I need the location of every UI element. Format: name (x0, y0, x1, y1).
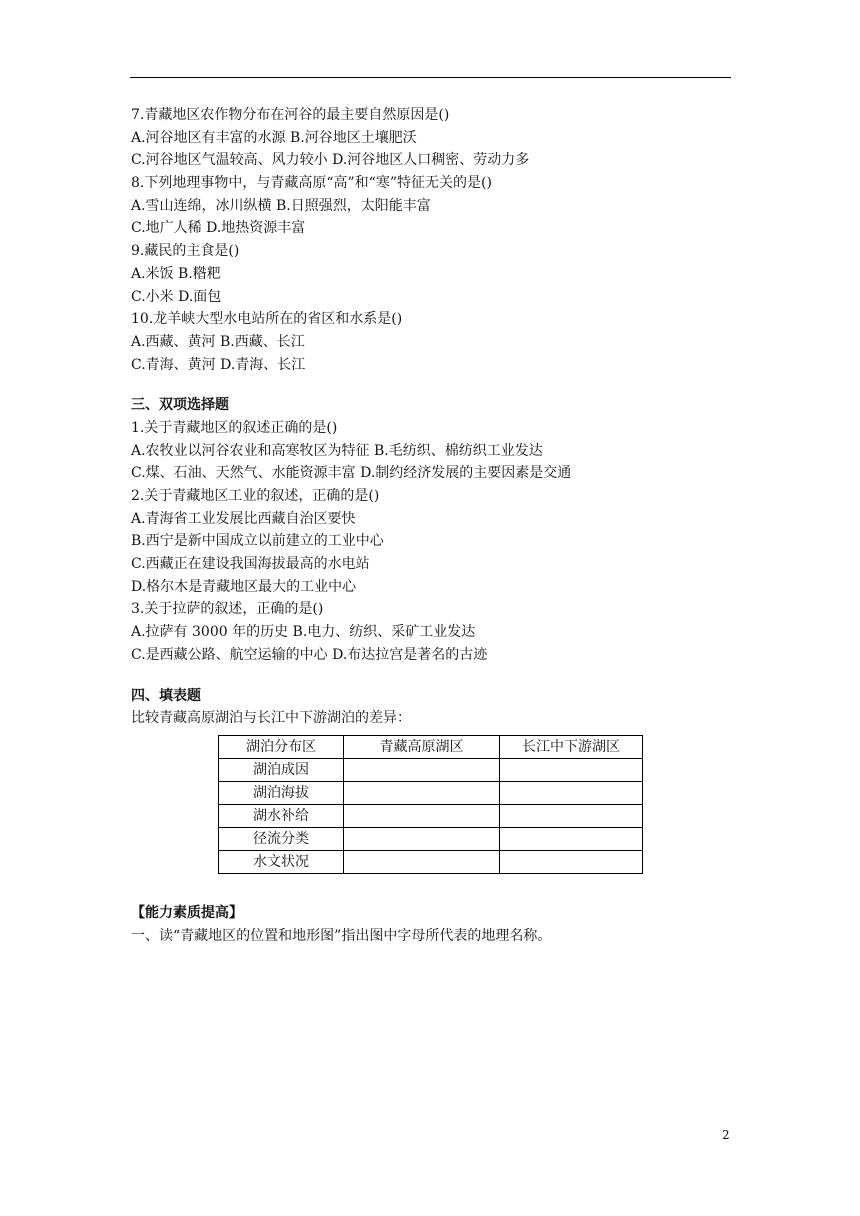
table-row (219, 759, 643, 782)
table-header-row (219, 736, 643, 759)
blank-cell (500, 759, 643, 782)
dq-1-options-1: A.农牧业以河谷农业和高寒牧区为特征 B.毛纺织、棉纺织工业发达 (131, 442, 543, 459)
question-8-options-2: C.地广人稀 D.地热资源丰富 (131, 220, 306, 237)
ability-question-1: 一、读“青藏地区的位置和地形图”指出图中字母所代表的地理名称。 (131, 927, 552, 944)
question-10-stem: 10.龙羊峡大型水电站所在的省区和水系是() (131, 311, 403, 328)
blank-cell (500, 805, 643, 828)
section-title-table: 四、填表题 (131, 687, 201, 704)
blank-cell (344, 828, 500, 851)
blank-cell (500, 782, 643, 805)
dq-2-option-c: C.西藏正在建设我国海拔最高的水电站 (131, 556, 370, 573)
row-label: 湖泊成因 (219, 759, 344, 782)
question-7-options-1: A.河谷地区有丰富的水源 B.河谷地区土壤肥沃 (131, 129, 417, 146)
question-9-options-2: C.小米 D.面包 (131, 288, 222, 305)
dq-1-options-2: C.煤、石油、天然气、水能资源丰富 D.制约经济发展的主要因素是交通 (131, 465, 572, 482)
blank-cell (500, 851, 643, 874)
question-8-stem: 8.下列地理事物中，与青藏高原“高”和“寒”特征无关的是() (131, 175, 492, 192)
section-title-double-choice: 三、双项选择题 (131, 397, 229, 414)
dq-3-options-2: C.是西藏公路、航空运输的中心 D.布达拉宫是著名的古迹 (131, 646, 488, 663)
dq-3-options-1: A.拉萨有 3000 年的历史 B.电力、纺织、采矿工业发达 (131, 624, 476, 641)
blank-cell (500, 828, 643, 851)
row-label: 径流分类 (219, 828, 344, 851)
blank-cell (344, 851, 500, 874)
table-header-cell: 湖泊分布区 (219, 736, 344, 759)
table-row (219, 782, 643, 805)
dq-1-stem: 1.关于青藏地区的叙述正确的是() (131, 419, 338, 436)
lake-comparison-table (218, 735, 643, 874)
question-7-options-2: C.河谷地区气温较高、风力较小 D.河谷地区人口稠密、劳动力多 (131, 152, 530, 169)
blank-cell (344, 759, 500, 782)
blank-cell (344, 805, 500, 828)
table-row (219, 828, 643, 851)
blank-cell (344, 782, 500, 805)
table-header-cell: 青藏高原湖区 (344, 736, 500, 759)
dq-2-option-d: D.格尔木是青藏地区最大的工业中心 (131, 578, 357, 595)
page-number: 2 (722, 1128, 730, 1142)
section-title-ability: 【能力素质提高】 (131, 905, 243, 921)
document-body (131, 104, 731, 730)
dq-2-option-b: B.西宁是新中国成立以前建立的工业中心 (131, 533, 384, 550)
header-rule (130, 77, 731, 78)
question-7-stem: 7.青藏地区农作物分布在河谷的最主要自然原因是() (131, 107, 450, 123)
question-9-options-1: A.米饭 B.糌粑 (131, 265, 221, 282)
row-label: 湖泊海拔 (219, 782, 344, 805)
dq-3-stem: 3.关于拉萨的叙述，正确的是() (131, 601, 324, 618)
row-label: 水文状况 (219, 851, 344, 874)
table-row (219, 851, 643, 874)
question-10-options-2: C.青海、黄河 D.青海、长江 (131, 356, 306, 373)
dq-2-stem: 2.关于青藏地区工业的叙述，正确的是() (131, 488, 380, 504)
question-8-options-1: A.雪山连绵，冰川纵横 B.日照强烈，太阳能丰富 (131, 197, 431, 214)
question-9-stem: 9.藏民的主食是() (131, 243, 240, 260)
table-header-cell: 长江中下游湖区 (500, 736, 643, 759)
ability-section (131, 902, 731, 947)
table-row (219, 805, 643, 828)
table-intro: 比较青藏高原湖泊与长江中下游湖泊的差异： (131, 710, 411, 727)
row-label: 湖水补给 (219, 805, 344, 828)
question-10-options-1: A.西藏、黄河 B.西藏、长江 (131, 333, 305, 350)
dq-2-option-a: A.青海省工业发展比西藏自治区要快 (131, 510, 356, 527)
